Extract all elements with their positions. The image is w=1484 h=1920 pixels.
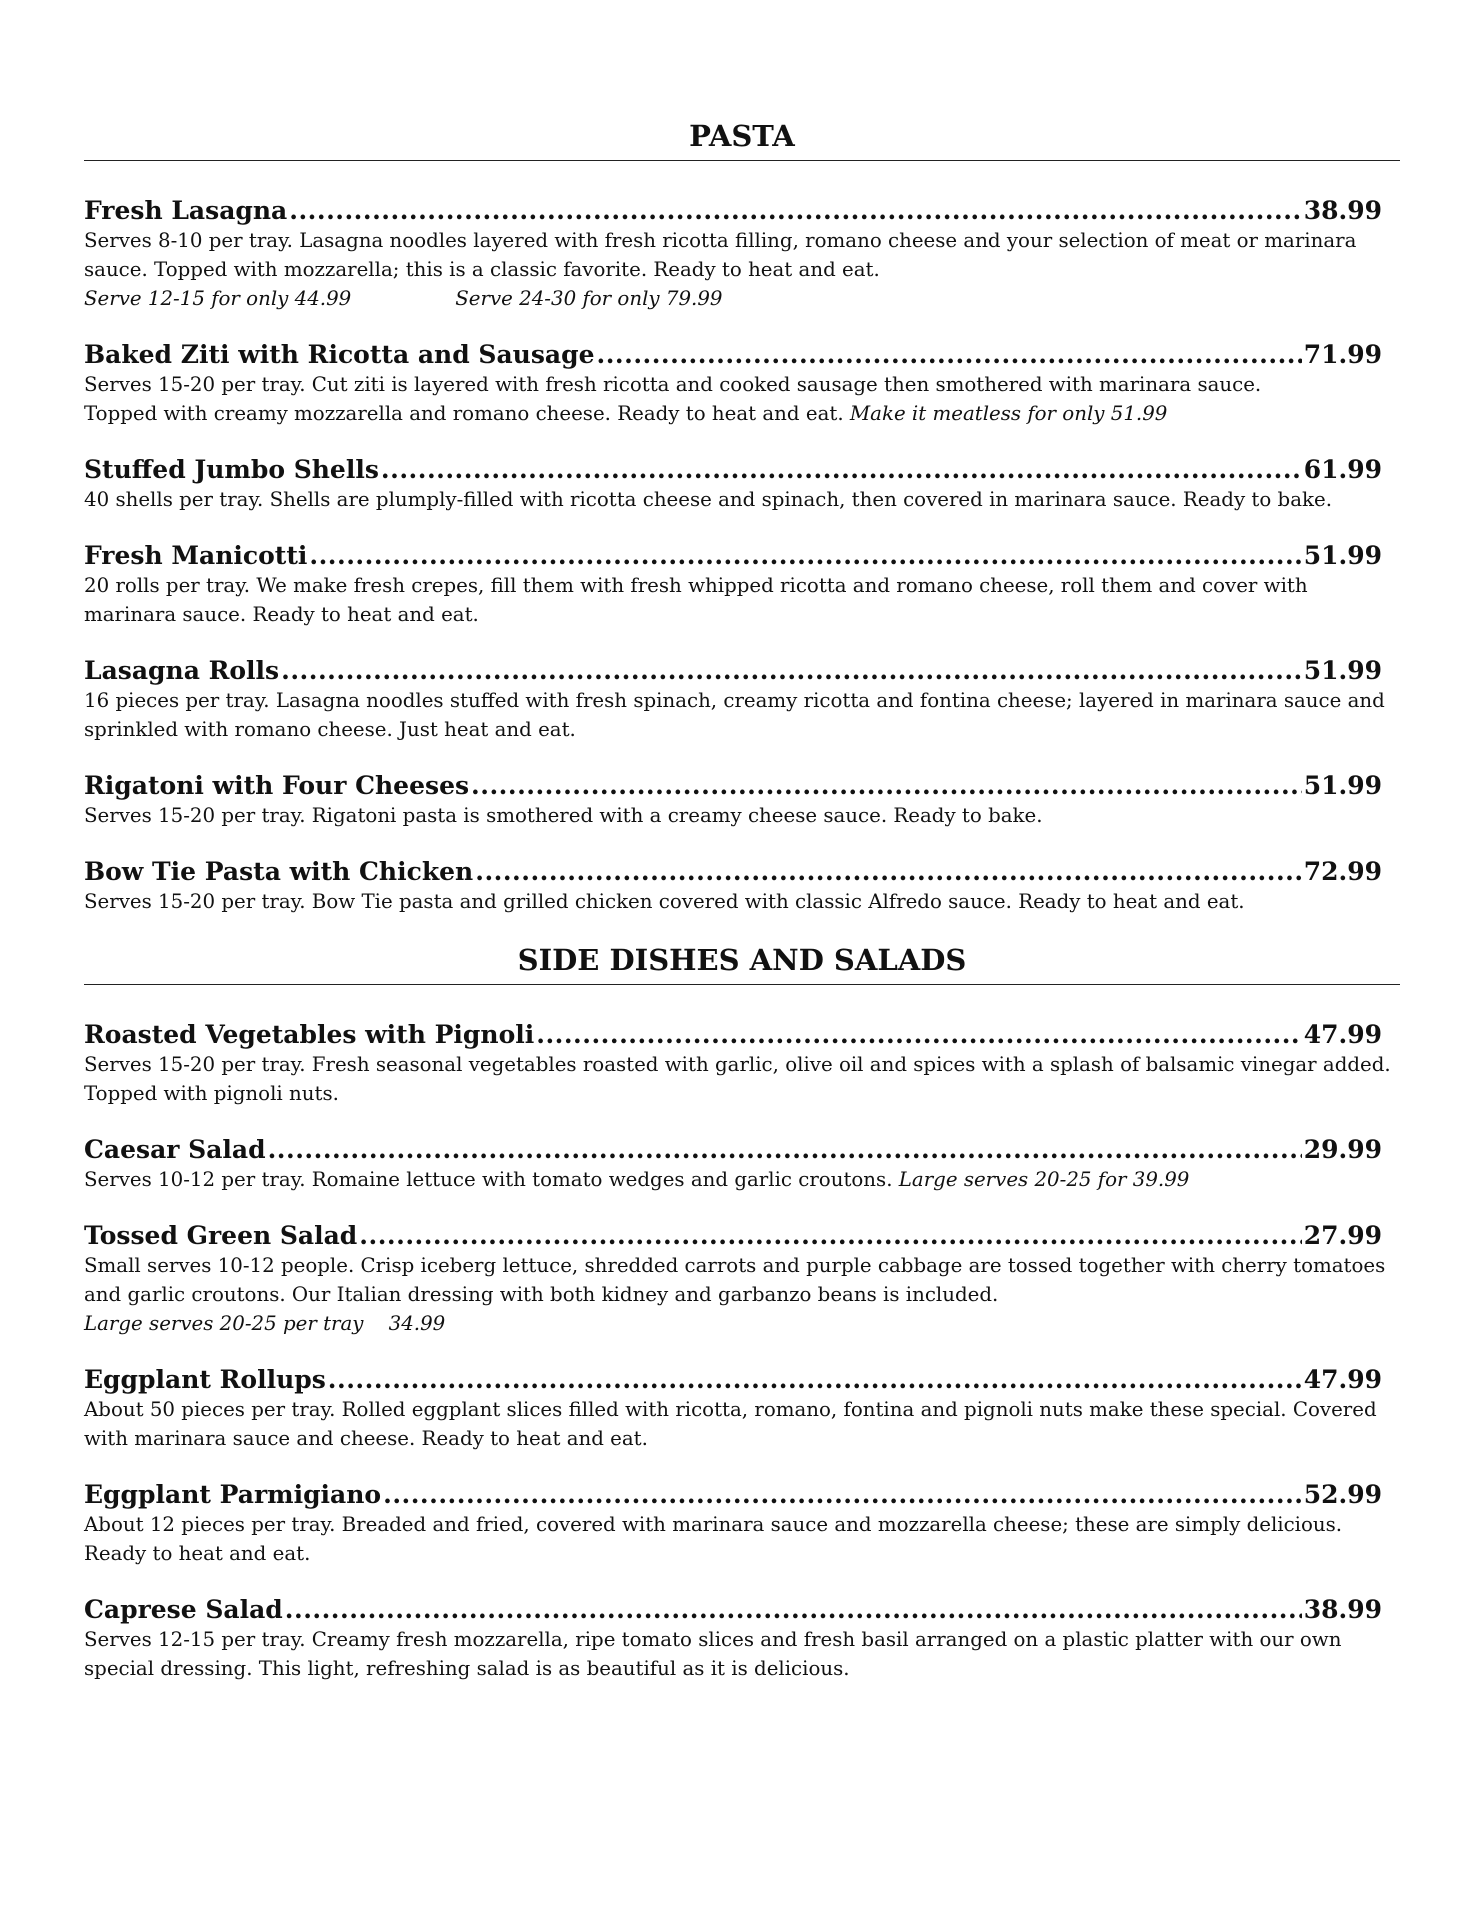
dot-leader	[471, 770, 1302, 801]
dot-leader	[381, 454, 1302, 485]
menu-item	[84, 1220, 1400, 1338]
menu-item-header	[84, 1019, 1400, 1050]
meatless-option: Make it meatless for only 51.99	[849, 402, 1168, 425]
item-price: 38.99	[1303, 196, 1382, 225]
item-name: Caprese Salad	[84, 1595, 283, 1624]
menu-item	[84, 1479, 1400, 1568]
section-heading-pasta: PASTA	[84, 118, 1400, 161]
large-size-option: Large serves 20-25 for 39.99	[898, 1168, 1190, 1191]
menu-item	[84, 770, 1400, 830]
dot-leader	[383, 1479, 1302, 1510]
item-name: Rigatoni with Four Cheeses	[84, 771, 470, 800]
item-name: Fresh Lasagna	[84, 196, 288, 225]
menu-item-header	[84, 1479, 1400, 1510]
item-name: Roasted Vegetables with Pignoli	[84, 1020, 535, 1049]
item-price: 52.99	[1303, 1480, 1382, 1509]
item-name: Baked Ziti with Ricotta and Sausage	[84, 340, 595, 369]
size-option: Serve 24-30 for only 79.99	[455, 287, 723, 310]
item-price: 27.99	[1303, 1221, 1382, 1250]
item-description: Serves 12-15 per tray. Creamy fresh mozzarella, ripe tomato slices and fresh basil arranged on a plastic platter with our own special dressing. This light, refreshing salad is as beautiful as it is delicious.	[84, 1628, 1342, 1680]
item-price: 38.99	[1303, 1595, 1382, 1624]
item-price: 72.99	[1303, 857, 1382, 886]
dot-leader	[281, 655, 1302, 686]
item-description: 16 pieces per tray. Lasagna noodles stuffed with fresh spinach, creamy ricotta and fontina cheese; layered in marinara sauce and sprinkled with romano cheese. Just heat and eat.	[84, 689, 1385, 741]
menu-item-header	[84, 856, 1400, 887]
item-size-options	[84, 284, 1400, 313]
item-description: 20 rolls per tray. We make fresh crepes, fill them with fresh whipped ricotta and romano cheese, roll them and cover with marinara sauce. Ready to heat and eat.	[84, 574, 1308, 626]
dot-leader	[285, 1594, 1302, 1625]
dot-leader	[309, 540, 1301, 571]
item-price: 29.99	[1303, 1135, 1382, 1164]
item-description: Serves 15-20 per tray. Fresh seasonal vegetables roasted with garlic, olive oil and spices with a splash of balsamic vinegar added. Topped with pignoli nuts.	[84, 1053, 1391, 1105]
item-price: 71.99	[1303, 340, 1382, 369]
item-description: About 12 pieces per tray. Breaded and fried, covered with marinara sauce and mozzarella cheese; these are simply delicious. Ready to heat and eat.	[84, 1513, 1343, 1565]
item-name: Lasagna Rolls	[84, 656, 280, 685]
dot-leader	[328, 1364, 1302, 1395]
menu-item-header	[84, 1134, 1400, 1165]
menu-item-header	[84, 195, 1400, 226]
menu-item-header	[84, 655, 1400, 686]
item-name: Eggplant Rollups	[84, 1365, 326, 1394]
dot-leader	[359, 1220, 1301, 1251]
item-description: About 50 pieces per tray. Rolled eggplant slices filled with ricotta, romano, fontina and pignoli nuts make these special. Covered with marinara sauce and cheese. Ready to heat and eat.	[84, 1398, 1377, 1450]
item-description	[84, 370, 1400, 428]
menu-item	[84, 1594, 1400, 1683]
item-name: Stuffed Jumbo Shells	[84, 455, 379, 484]
menu-item	[84, 454, 1400, 514]
dot-leader	[289, 195, 1301, 226]
item-price: 47.99	[1303, 1020, 1382, 1049]
section-heading-sides: SIDE DISHES AND SALADS	[84, 942, 1400, 985]
item-price: 61.99	[1303, 455, 1382, 484]
dot-leader	[536, 1019, 1301, 1050]
description-text: Serves 15-20 per tray. Cut ziti is layered with fresh ricotta and cooked sausage then smothered with marinara sauce. Topped with creamy mozzarella and romano cheese. Ready to heat and eat.	[84, 373, 1262, 425]
item-name: Bow Tie Pasta with Chicken	[84, 857, 474, 886]
menu-item	[84, 339, 1400, 428]
item-price: 51.99	[1303, 656, 1382, 685]
menu-item-header	[84, 540, 1400, 571]
item-name: Caesar Salad	[84, 1135, 266, 1164]
description-text: Serves 10-12 per tray. Romaine lettuce with tomato wedges and garlic croutons.	[84, 1168, 893, 1191]
item-size-options	[84, 1309, 1400, 1338]
item-name: Fresh Manicotti	[84, 541, 308, 570]
menu-item-header	[84, 339, 1400, 370]
item-price: 47.99	[1303, 1365, 1382, 1394]
menu-item	[84, 856, 1400, 916]
menu-item-header	[84, 1220, 1400, 1251]
item-description: Serves 8-10 per tray. Lasagna noodles layered with fresh ricotta filling, romano cheese and your selection of meat or marinara sauce. Topped with mozzarella; this is a classic favorite. Ready to heat and eat.	[84, 229, 1357, 281]
menu-item	[84, 655, 1400, 744]
item-price: 51.99	[1303, 771, 1382, 800]
dot-leader	[475, 856, 1301, 887]
item-description: Serves 15-20 per tray. Bow Tie pasta and grilled chicken covered with classic Alfredo sauce. Ready to heat and eat.	[84, 890, 1245, 913]
item-price: 51.99	[1303, 541, 1382, 570]
item-description: Small serves 10-12 people. Crisp iceberg lettuce, shredded carrots and purple cabbage are tossed together with cherry tomatoes and garlic croutons. Our Italian dressing with both kidney and garbanzo beans is included.	[84, 1254, 1386, 1306]
menu-item	[84, 195, 1400, 313]
menu-item	[84, 1134, 1400, 1194]
side-items	[84, 985, 1400, 1683]
item-description	[84, 1165, 1400, 1194]
menu-item-header	[84, 1594, 1400, 1625]
menu-item-header	[84, 1364, 1400, 1395]
item-description: Serves 15-20 per tray. Rigatoni pasta is smothered with a creamy cheese sauce. Ready to bake.	[84, 804, 1043, 827]
menu-item-header	[84, 454, 1400, 485]
menu-item-header	[84, 770, 1400, 801]
size-option: Large serves 20-25 per tray 34.99	[84, 1312, 446, 1335]
menu-item	[84, 1019, 1400, 1108]
item-description: 40 shells per tray. Shells are plumply-filled with ricotta cheese and spinach, then covered in marinara sauce. Ready to bake.	[84, 488, 1332, 511]
dot-leader	[597, 339, 1302, 370]
pasta-items	[84, 161, 1400, 916]
item-name: Eggplant Parmigiano	[84, 1480, 382, 1509]
item-name: Tossed Green Salad	[84, 1221, 358, 1250]
dot-leader	[268, 1134, 1302, 1165]
menu-item	[84, 540, 1400, 629]
menu-item	[84, 1364, 1400, 1453]
size-option: Serve 12-15 for only 44.99	[84, 287, 352, 310]
